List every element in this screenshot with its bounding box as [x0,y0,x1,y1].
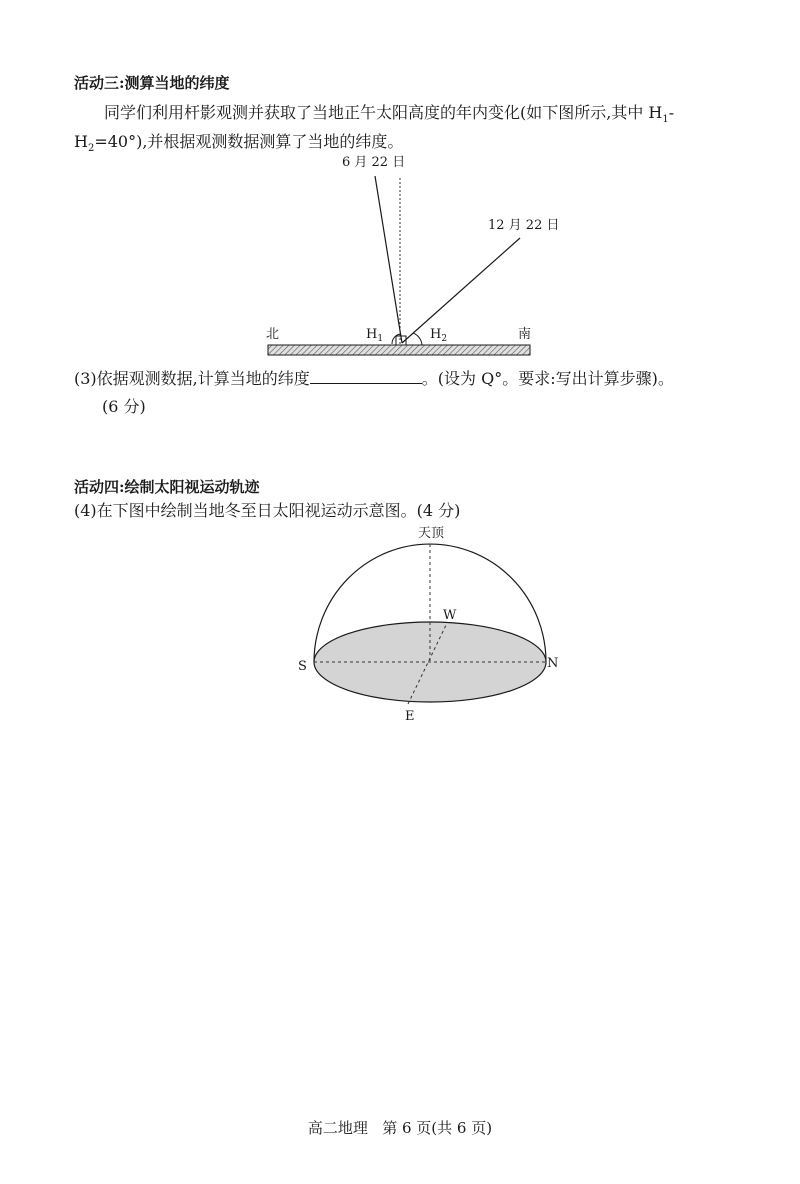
intro-text-b: =40°),并根据观测数据测算了当地的纬度。 [94,132,404,151]
label-n: N [547,656,559,671]
question4: (4)在下图中绘制当地冬至日太阳视运动示意图。(4 分) [74,501,461,520]
label-dec22: 12 月 22 日 [488,218,560,233]
intro-h2-sub: 2 [87,143,95,155]
intro-h2-letter: H [74,132,88,151]
label-h1: $H_1$ [366,327,384,344]
label-s: S [298,659,307,674]
label-w: W [443,608,457,623]
activity3-heading: 活动三:测算当地的纬度 [74,74,230,92]
label-north: 北 [266,327,280,342]
intro-h1-sub: 1 [662,114,669,126]
label-zenith: 天顶 [418,526,445,541]
label-h2: $H_2$ [430,327,448,344]
label-south: 南 [518,327,532,342]
question3-text-after: 。(设为 Q°。要求:写出计算步骤)。 [421,369,674,388]
page-footer: 高二地理 第 6 页(共 6 页) [307,1119,493,1137]
intro-dash: - [668,103,675,122]
label-e: E [405,709,415,724]
label-jun22: 6 月 22 日 [342,155,406,170]
question3-points: (6 分) [102,397,146,416]
intro-text-a: 同学们利用杆影观测并获取了当地正午太阳高度的年内变化(如下图所示,其中 H [104,103,663,122]
question3-text-before: (3)依据观测数据,计算当地的纬度 [74,369,310,388]
activity4-heading: 活动四:绘制太阳视运动轨迹 [74,478,260,496]
